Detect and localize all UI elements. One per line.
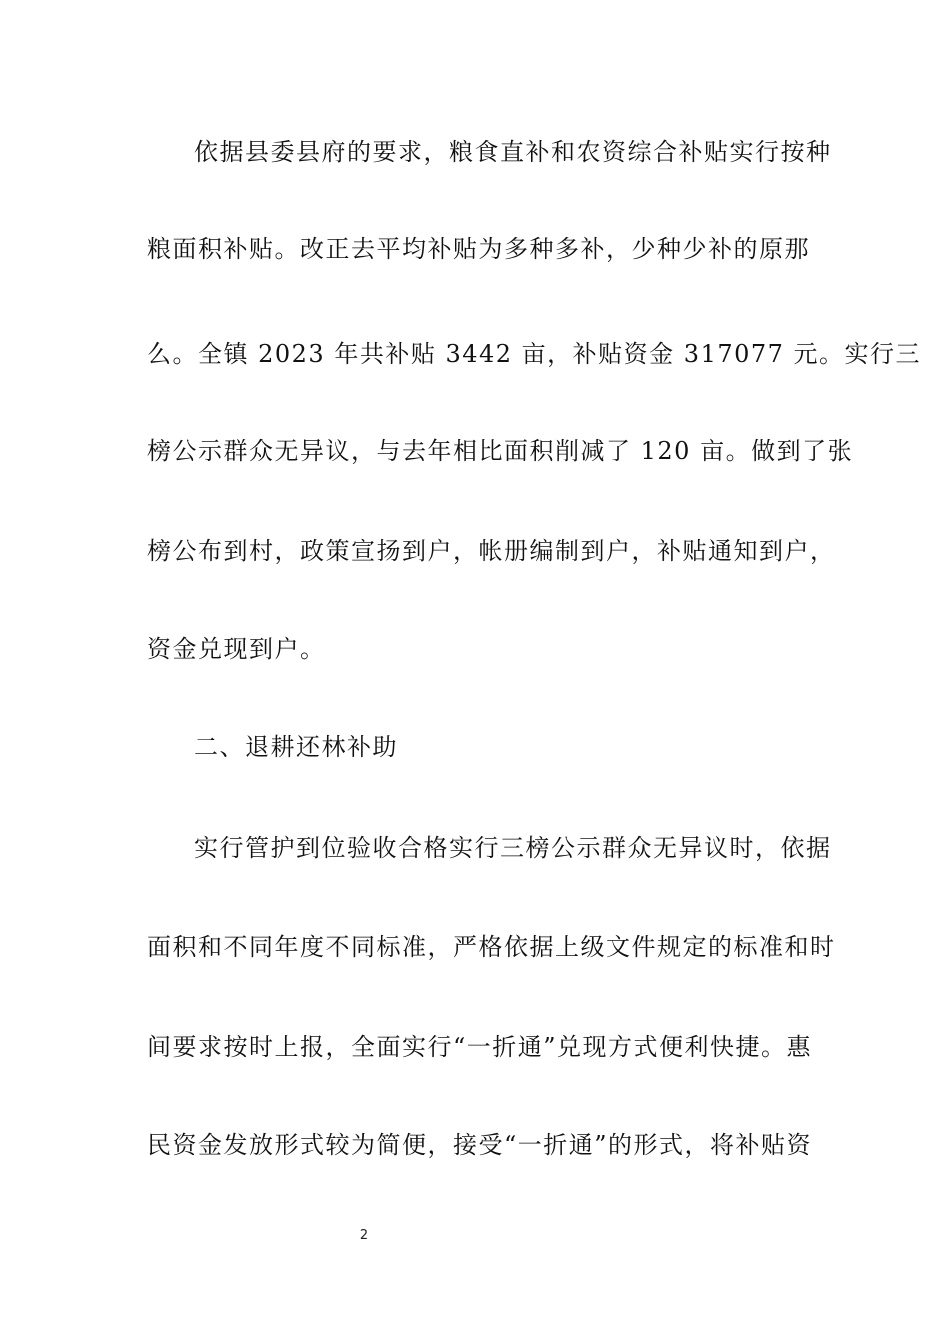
paragraph-1-line-3: 么。全镇 2023 年共补贴 3442 亩，补贴资金 317077 元。实行三: [147, 340, 922, 368]
paragraph-2-line-3: 间要求按时上报，全面实行“一折通”兑现方式便利快捷。惠: [147, 1033, 813, 1061]
paragraph-1-line-2: 粮面积补贴。改正去平均补贴为多种多补，少种少补的原那: [147, 235, 810, 263]
page-number: 2: [359, 1228, 369, 1243]
paragraph-1-line-5: 榜公布到村，政策宣扬到户，帐册编制到户，补贴通知到户，: [147, 537, 836, 565]
paragraph-1-line-6: 资金兑现到户。: [147, 635, 326, 663]
paragraph-2-line-4: 民资金发放形式较为简便，接受“一折通”的形式，将补贴资: [147, 1131, 813, 1159]
paragraph-1-line-4: 榜公示群众无异议，与去年相比面积削减了 120 亩。做到了张: [147, 437, 854, 465]
paragraph-1-line-1: 依据县委县府的要求，粮食直补和农资综合补贴实行按种: [194, 138, 832, 166]
paragraph-2-line-1: 实行管护到位验收合格实行三榜公示群众无异议时，依据: [194, 834, 832, 862]
paragraph-2-line-2: 面积和不同年度不同标准，严格依据上级文件规定的标准和时: [147, 933, 836, 961]
section-heading: 二、退耕还林补助: [194, 733, 398, 761]
